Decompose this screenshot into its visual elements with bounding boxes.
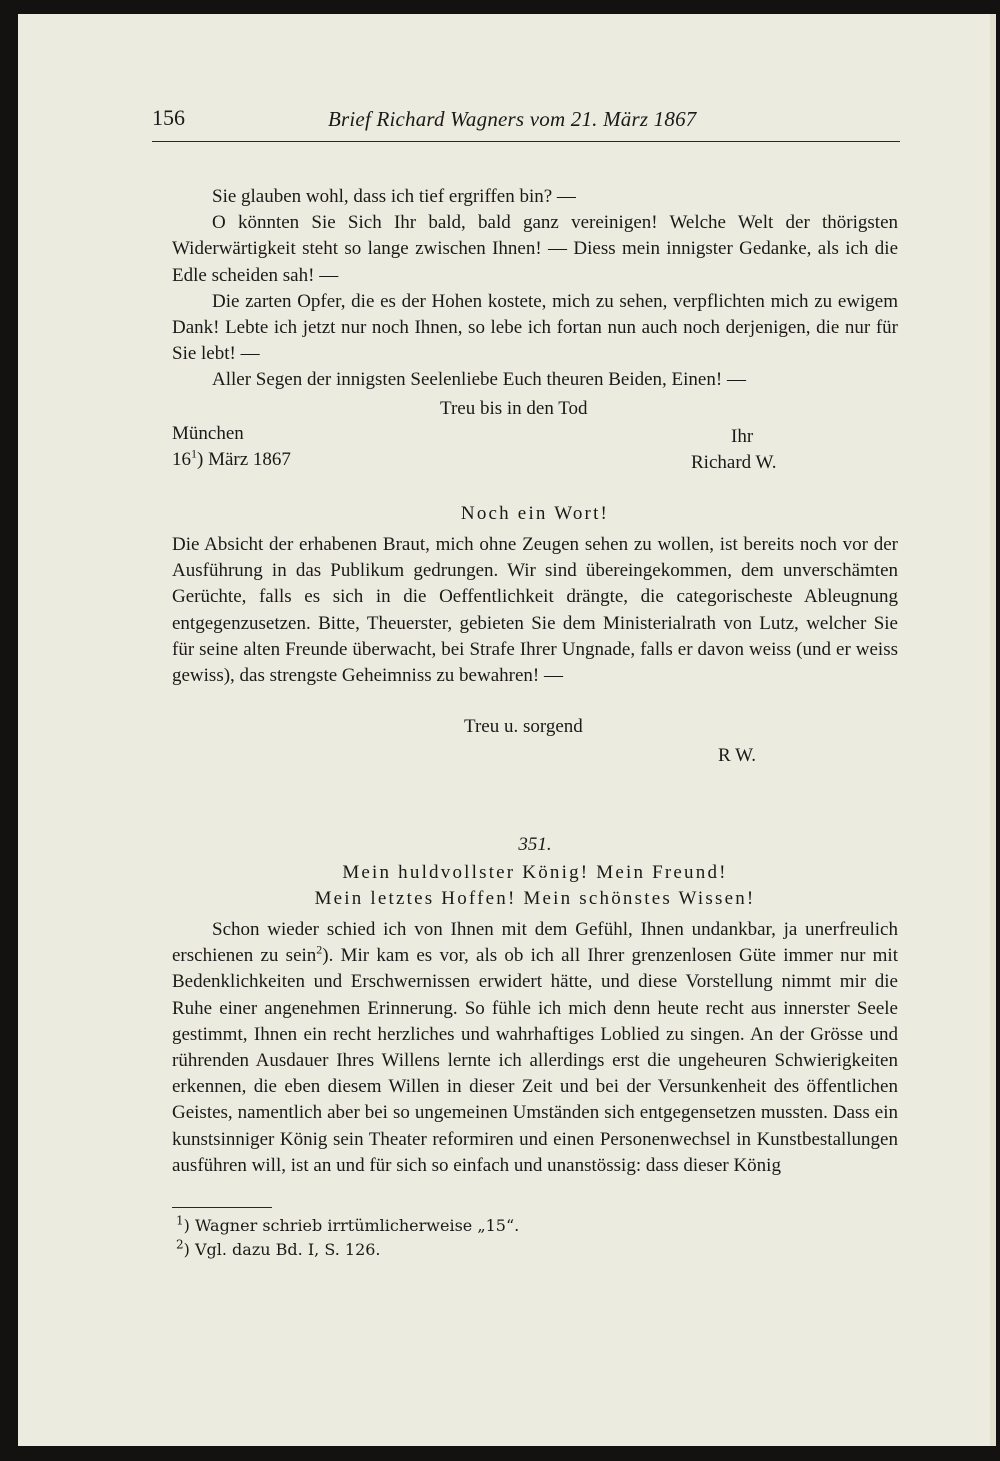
letter1-closing: Treu bis in den Tod bbox=[440, 398, 588, 419]
footnote-rule bbox=[172, 1207, 272, 1208]
page-header bbox=[152, 105, 900, 142]
greeting-line-2: Mein letztes Hoffen! Mein schönstes Wissen! bbox=[314, 888, 756, 909]
paragraph bbox=[172, 917, 898, 1179]
footnote-text: ) Vgl. dazu Bd. I, S. 126. bbox=[183, 1240, 381, 1259]
footnote-mark: 2 bbox=[316, 942, 323, 957]
paragraph: Die Absicht der erhabenen Braut, mich ohne Zeugen sehen zu wollen, ist bereits noch vor der Ausführung in das Publikum gedrungen. Wir sind übereingekommen, dem unverschämten Gerüchte, falls es sich in die Oeffentlichkeit drängte, die categorischeste Ableugnung entgegenzusetzen. Bitte, Theuerster, gebieten Sie dem Ministerialrath von Lutz, welcher Sie für seine alten Freunde überwacht, bei Strafe Ihrer Ungnade, falls er davon weiss (und er weiss gewiss), das strengste Geheimniss zu bewahren! — bbox=[172, 534, 898, 687]
postscript-closing: Treu u. sorgend bbox=[464, 716, 583, 737]
page-edge bbox=[990, 14, 996, 1446]
footnote-text: ) Wagner schrieb irrtümlicherweise „15“. bbox=[183, 1216, 520, 1235]
paragraph: O könnten Sie Sich Ihr bald, bald ganz vereinigen! Welche Welt der thörigsten Widerwärtigkeit steht so lange zwischen Ihnen! — Diess mein innigster Gedanke, als ich die Edle scheiden sah! — bbox=[172, 212, 898, 286]
date-day: 16 bbox=[172, 449, 191, 470]
footnote-number: 1 bbox=[176, 1213, 184, 1228]
postscript-signature: R W. bbox=[718, 745, 757, 766]
footnote-mark: 1 bbox=[191, 446, 197, 461]
paragraph: Sie glauben wohl, dass ich tief ergriffen bin? — bbox=[212, 186, 576, 207]
paragraph: Aller Segen der innigsten Seelenliebe Euch theuren Beiden, Einen! — bbox=[212, 369, 746, 391]
footnote-1 bbox=[176, 1213, 520, 1235]
greeting-line-1: Mein huldvollster König! Mein Freund! bbox=[342, 862, 728, 883]
paragraph: Die zarten Opfer, die es der Hohen kostete, mich zu sehen, verpflichten mich zu ewigem Dank! Lebte ich jetzt nur noch Ihnen, so lebe ich fortan nun auch noch derjenigen, die nur für Sie lebt! — bbox=[172, 290, 898, 365]
letter1-signature: Richard W. bbox=[691, 452, 777, 473]
postscript-body bbox=[172, 532, 898, 689]
letter-number: 351. bbox=[518, 834, 552, 855]
page-number: 156 bbox=[152, 105, 185, 130]
footnote-2 bbox=[176, 1237, 381, 1259]
letter1-place: München bbox=[172, 423, 244, 444]
letter1-salutation: Ihr bbox=[731, 426, 754, 447]
date-rest: ) März 1867 bbox=[197, 449, 291, 470]
letter2-body bbox=[172, 917, 898, 1179]
postscript-heading: Noch ein Wort! bbox=[460, 503, 610, 524]
footnote-number: 2 bbox=[176, 1237, 184, 1252]
body-text: Schon wieder schied ich von Ihnen mit dem Gefühl, Ihnen undankbar, ja unerfreulich erschienen zu sein bbox=[172, 919, 898, 967]
running-head: Brief Richard Wagners vom 21. März 1867 bbox=[328, 107, 697, 131]
body-text: ). Mir kam es vor, als ob ich all Ihrer grenzenlosen Güte immer nur mit Bedenklichkeiten und Erschwernissen erwidert hätte, und diese Vorstellung nimmt mir die Ruhe einer angenehmen Erinnerung. So fühle ich mich denn heute recht aus innerster Seele gestimmt, Ihnen ein recht herzliches und wahrhaftiges Loblied zu singen. An der Grösse und rührenden Ausdauer Ihres Willens lernte ich allerdings erst die ungeheuren Schwierigkeiten erkennen, die eben diesem Willen in dieser Zeit und bei der Versunkenheit des öffentlichen Geistes, namentlich aber bei so ungemeinen Umständen sich entgegensetzen mussten. Dass ein kunstsinniger König sein Theater reformiren und einen Personenwechsel in Kunstbestallungen ausführen will, ist an und für sich so einfach und unanstössig: dass dieser König bbox=[172, 945, 898, 1176]
letter1-body bbox=[172, 184, 898, 394]
letter1-date bbox=[172, 446, 291, 471]
